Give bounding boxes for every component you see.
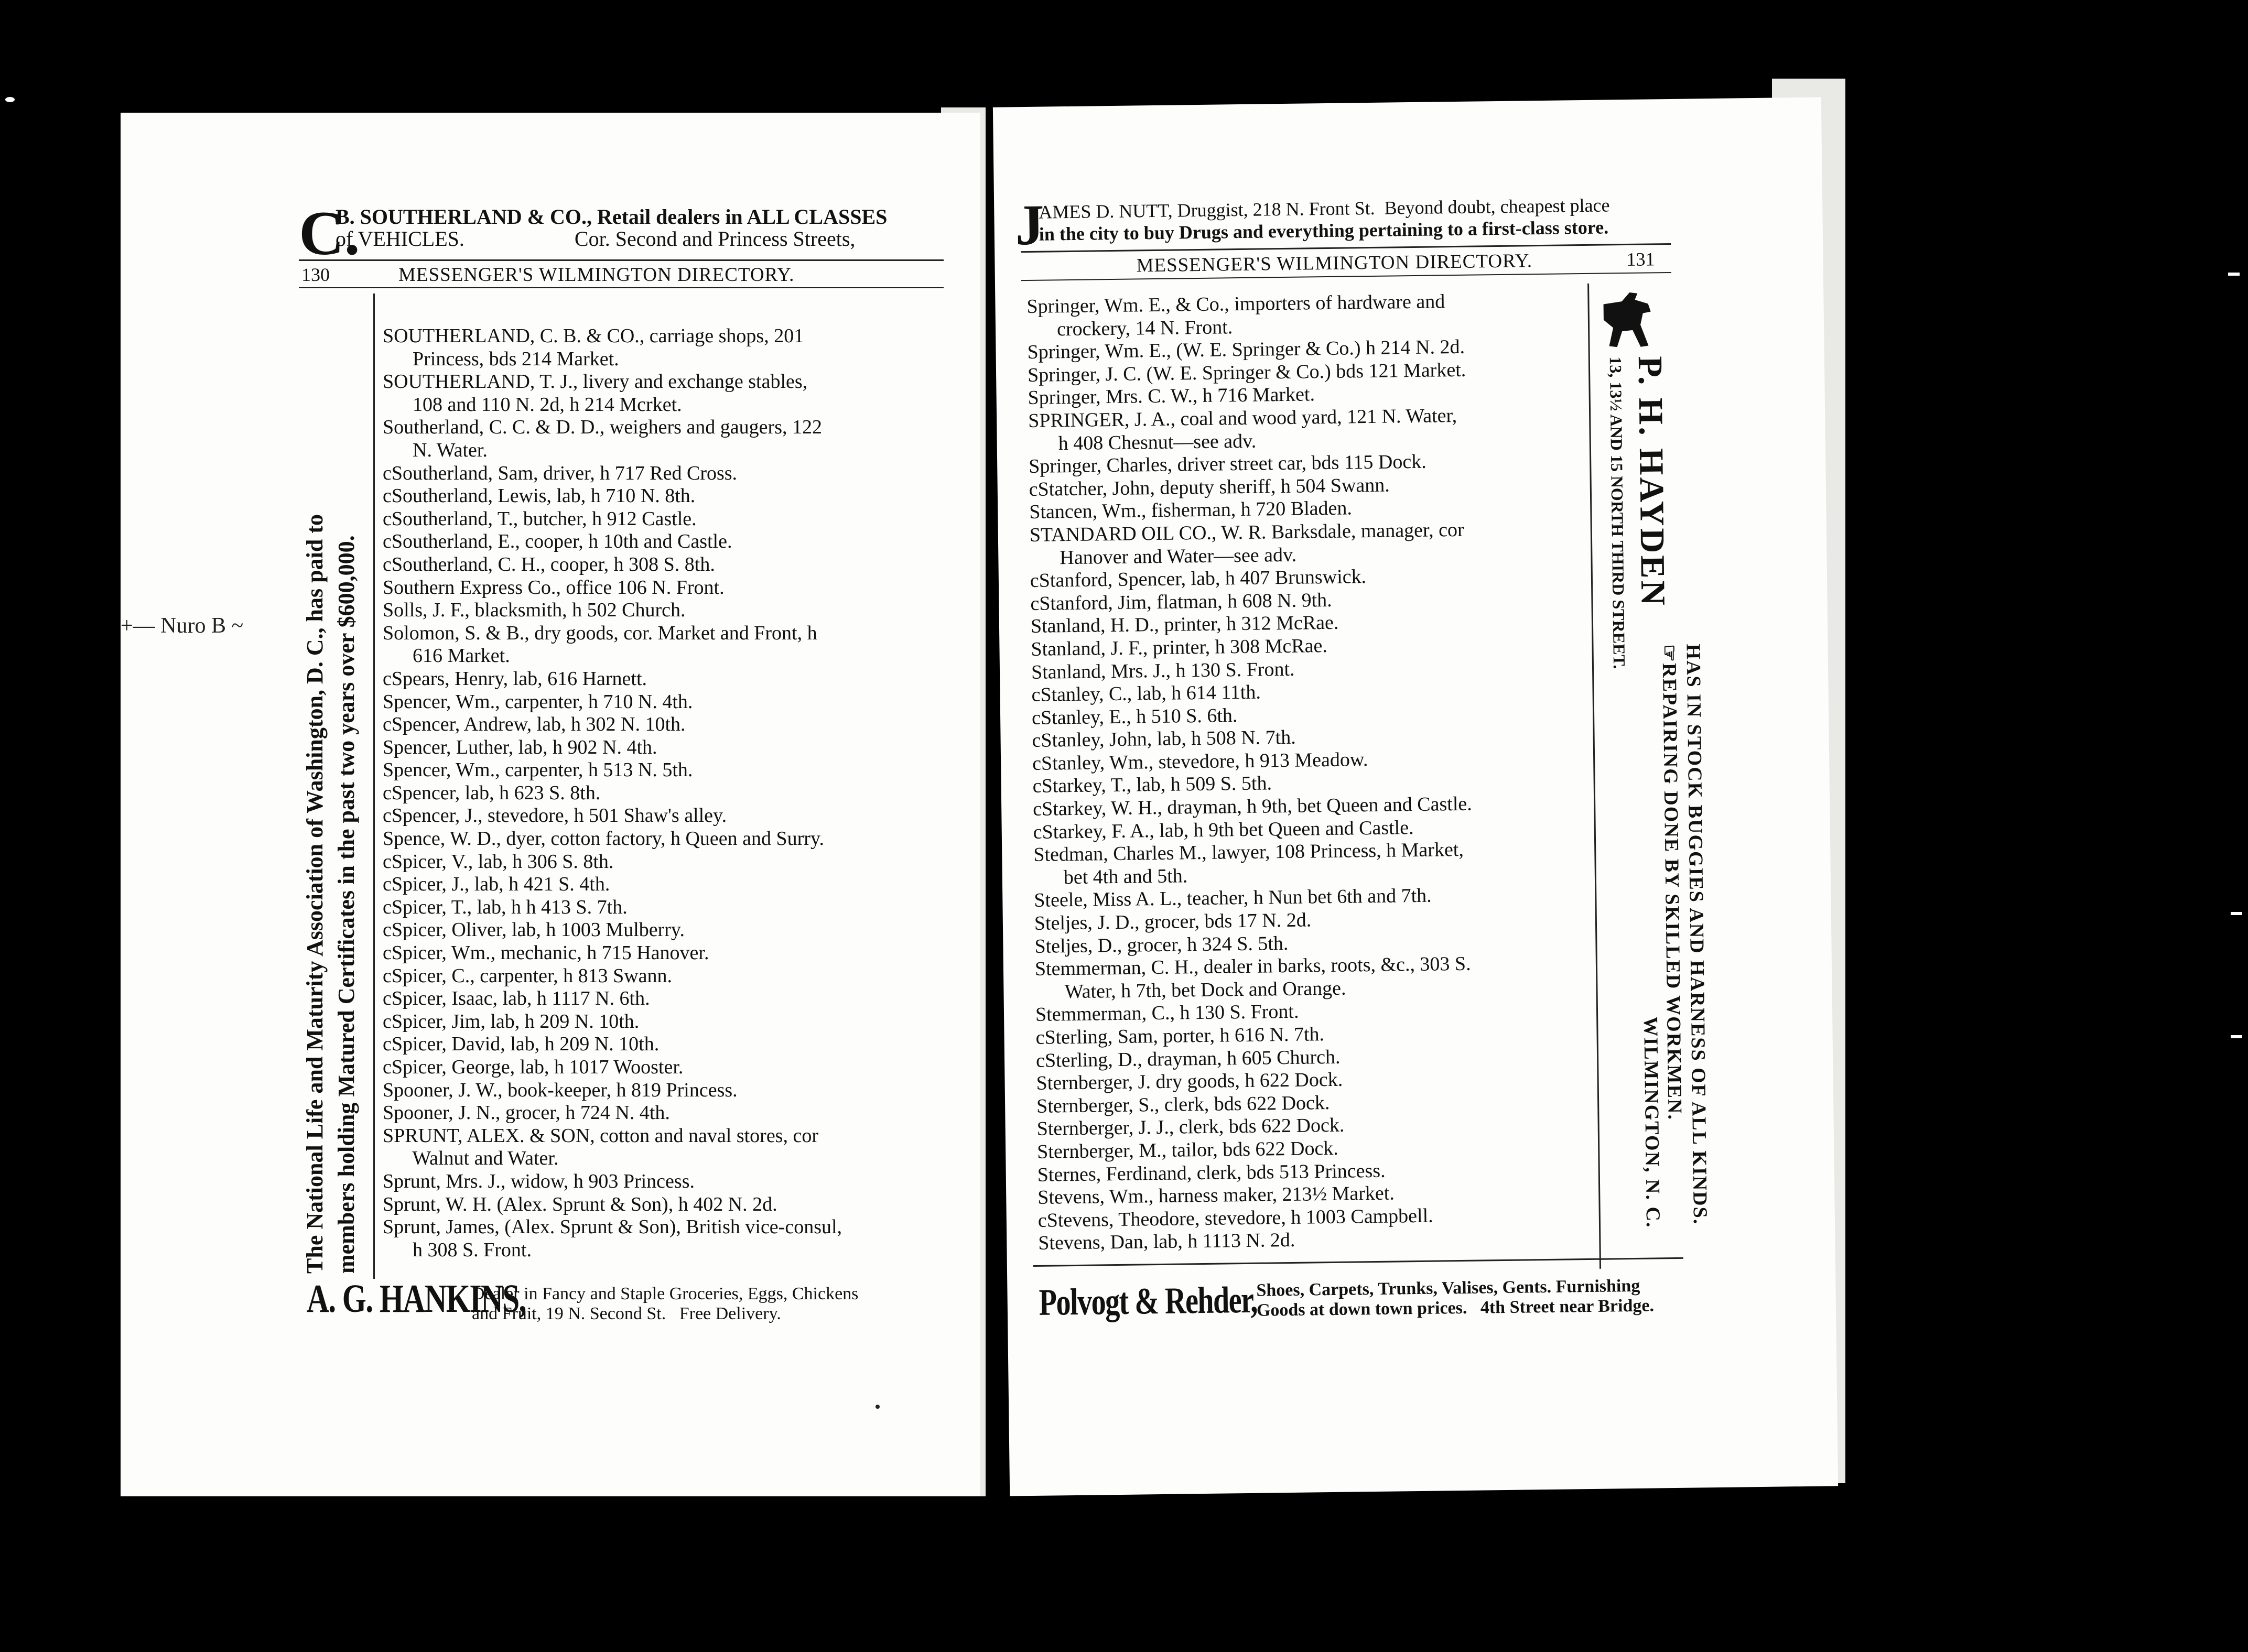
left-entry: Solls, J. F., blacksmith, h 502 Church. [383,599,686,622]
right-side-ad-city: WILMINGTON, N. C. [1639,1016,1665,1229]
right-entry: cStarkey, T., lab, h 509 S. 5th. [1032,772,1272,798]
left-entry: cSoutherland, C. H., cooper, h 308 S. 8th. [383,553,715,575]
left-entry: cSpicer, George, lab, h 1017 Wooster. [383,1056,684,1078]
right-entry: Stevens, Dan, lab, h 1113 N. 2d. [1038,1229,1295,1255]
left-entry: Spencer, Luther, lab, h 902 N. 4th. [383,736,657,758]
horse-icon [1598,288,1656,351]
right-entry: Stemmerman, C. H., dealer in barks, roots, &c., 303 S. [1034,952,1471,981]
left-entry: Walnut and Water. [383,1147,559,1170]
scan-speck [2228,273,2240,276]
right-entry: h 408 Chesnut—see adv. [1028,430,1257,455]
right-footer-rule [1033,1257,1683,1267]
left-entry: Princess, bds 214 Market. [383,347,619,370]
left-entry: cSoutherland, Sam, driver, h 717 Red Cross. [383,462,738,484]
right-entry: cStatcher, John, deputy sheriff, h 504 Swann. [1029,474,1390,501]
right-entry: Sternberger, J. dry goods, h 622 Dock. [1036,1068,1343,1095]
right-entry: SPRINGER, J. A., coal and wood yard, 121 N. Water, [1028,404,1457,432]
right-entry: Stanland, J. F., printer, h 308 McRae. [1031,634,1328,660]
right-entry: cStevens, Theodore, stevedore, h 1003 Campbell. [1037,1204,1433,1232]
left-entry: cSpears, Henry, lab, 616 Harnett. [383,667,647,690]
left-entry: Spencer, Wm., carpenter, h 513 N. 5th. [383,759,693,781]
right-entry: Springer, Wm. E., (W. E. Springer & Co.) h 214 N. 2d. [1027,335,1465,364]
right-entry: Stevens, Wm., harness maker, 213½ Market. [1037,1182,1395,1209]
right-entry: Springer, Wm. E., & Co., importers of hardware and [1026,290,1445,318]
right-entry: Steljes, J. D., grocer, bds 17 N. 2d. [1034,909,1312,934]
left-entry: cSpicer, Jim, lab, h 209 N. 10th. [383,1010,640,1032]
left-entry: Spooner, J. W., book-keeper, h 819 Princess. [383,1079,738,1101]
right-side-ad-line2: ☞REPAIRING DONE BY SKILLED WORKMEN. [1658,644,1686,1121]
left-entry: cSpencer, lab, h 623 S. 8th. [383,781,601,804]
left-page-number: 130 [301,264,330,285]
left-entry: cSpicer, V., lab, h 306 S. 8th. [383,850,614,873]
right-directory-list [1026,290,1477,1255]
right-side-ad-line1: HAS IN STOCK BUGGIES AND HARNESS OF ALL KINDS. [1682,644,1712,1225]
left-entry: Spencer, Wm., carpenter, h 710 N. 4th. [383,690,693,713]
right-header-line2: in the city to buy Drugs and everything pertaining to a first-class store. [1039,216,1609,245]
right-entry: Springer, Charles, driver street car, bds 115 Dock. [1028,450,1426,478]
right-entry: Springer, Mrs. C. W., h 716 Market. [1028,383,1315,409]
right-header-rule [1021,243,1671,253]
scan-speck [2231,1035,2242,1038]
left-entry: cSpicer, Oliver, lab, h 1003 Mulberry. [383,919,685,941]
right-running-title: MESSENGER'S WILMINGTON DIRECTORY. [1136,250,1533,277]
right-side-ad-name: P. H. HAYDEN [1630,356,1672,608]
left-side-ad-line1: The National Life and Maturity Association of Washington, D. C., has paid to [302,514,328,1274]
left-entry: cSpicer, C., carpenter, h 813 Swann. [383,964,673,987]
right-footer-name: Polvogt & Rehder, [1039,1278,1258,1323]
right-entry: Stanland, Mrs. J., h 130 S. Front. [1031,658,1295,683]
left-entry: N. Water. [383,439,488,461]
right-entry: cStanley, John, lab, h 508 N. 7th. [1032,726,1296,752]
right-page-number: 131 [1626,248,1655,270]
left-entry: Southerland, C. C. & D. D., weighers and gaugers, 122 [383,416,822,439]
right-entry: cStanford, Spencer, lab, h 407 Brunswick. [1030,566,1367,592]
right-entry: Steljes, D., grocer, h 324 S. 5th. [1034,932,1289,958]
left-entry: cSoutherland, E., cooper, h 10th and Castle. [383,530,732,553]
left-entry: SPRUNT, ALEX. & SON, cotton and naval stores, cor [383,1124,818,1147]
scan-speck [2231,912,2242,915]
left-entry: cSoutherland, T., butcher, h 912 Castle. [383,507,697,530]
left-header-line2: of VEHICLES. Cor. Second and Princess Streets, [336,227,856,251]
right-entry: Water, h 7th, bet Dock and Orange. [1035,977,1346,1003]
right-entry: STANDARD OIL CO., W. R. Barksdale, manager, cor [1029,518,1464,546]
left-footer-text: Dealer in Fancy and Staple Groceries, Eggs, Chickens and Fruit, 19 N. Second St. Free Delivery. [472,1284,859,1323]
left-entry: Southern Express Co., office 106 N. Front. [383,576,725,599]
left-entry: cSpicer, David, lab, h 209 N. 10th. [383,1033,660,1056]
right-entry: cSterling, D., drayman, h 605 Church. [1035,1046,1341,1072]
right-side-ad-address: 13, 13½ AND 15 NORTH THIRD STREET. [1606,356,1629,669]
left-entry: SOUTHERLAND, C. B. & CO., carriage shops, 201 [383,325,804,347]
right-entry: Sternes, Ferdinand, clerk, bds 513 Princess. [1037,1159,1386,1186]
right-entry: bet 4th and 5th. [1033,865,1188,889]
left-entry: 616 Market. [383,645,510,667]
left-entry: Spooner, J. N., grocer, h 724 N. 4th. [383,1102,670,1124]
left-entry: Sprunt, W. H. (Alex. Sprunt & Son), h 402 N. 2d. [383,1193,777,1215]
left-page [121,113,980,1496]
left-entry: 108 and 110 N. 2d, h 214 Mcrket. [383,393,682,416]
right-page [993,97,1838,1496]
right-header-line1: AMES D. NUTT, Druggist, 218 N. Front St. Beyond doubt, cheapest place [1039,194,1610,223]
left-entry: cSpicer, Isaac, lab, h 1117 N. 6th. [383,987,650,1010]
left-running-title: MESSENGER'S WILMINGTON DIRECTORY. [398,264,795,286]
left-header-rule [299,259,944,261]
left-entry: cSpicer, T., lab, h h 413 S. 7th. [383,896,628,918]
right-entry: cStarkey, W. H., drayman, h 9th, bet Queen and Castle. [1032,792,1472,820]
left-column-rule [373,294,375,1279]
right-entry: cStanley, Wm., stevedore, h 913 Meadow. [1032,748,1368,775]
right-entry: cStanford, Jim, flatman, h 608 N. 9th. [1030,589,1332,615]
right-entry: Springer, J. C. (W. E. Springer & Co.) bds 121 Market. [1027,358,1466,386]
right-entry: Stemmerman, C., h 130 S. Front. [1035,1001,1299,1026]
right-entry: Sternberger, S., clerk, bds 622 Dock. [1036,1091,1330,1117]
right-entry: Stancen, Wm., fisherman, h 720 Bladen. [1029,497,1353,524]
left-entry: cSpicer, J., lab, h 421 S. 4th. [383,873,610,896]
left-entry: h 308 S. Front. [383,1238,532,1261]
left-entry: cSoutherland, Lewis, lab, h 710 N. 8th. [383,485,696,507]
right-entry: Stedman, Charles M., lawyer, 108 Princess, h Market, [1033,839,1464,866]
left-directory-list [383,325,842,1262]
right-footer-text: Shoes, Carpets, Trunks, Valises, Gents. Furnishing Goods at down town prices. 4th Street near Bridge. [1256,1276,1655,1320]
left-margin-note: +— Nuro B ~ [121,614,244,638]
left-footer-name: A. G. HANKINS, [307,1277,526,1321]
right-entry: cSterling, Sam, porter, h 616 N. 7th. [1035,1023,1325,1049]
right-entry: Steele, Miss A. L., teacher, h Nun bet 6th and 7th. [1034,885,1432,912]
right-entry: cStanley, C., lab, h 614 11th. [1031,681,1261,707]
left-page-speck [876,1405,880,1409]
right-entry: Hanover and Water—see adv. [1030,544,1297,569]
right-entry: Sternberger, J. J., clerk, bds 622 Dock. [1036,1114,1345,1140]
left-title-rule [299,287,944,288]
scan-speck [5,97,15,102]
right-entry: cStarkey, F. A., lab, h 9th bet Queen and Castle. [1033,816,1414,843]
left-entry: cSpencer, Andrew, lab, h 302 N. 10th. [383,713,686,736]
left-header-initial: C. [299,198,360,268]
right-entry: crockery, 14 N. Front. [1026,316,1233,341]
left-side-ad-line2: members holding Matured Certificates in the past two years over $600,000. [333,535,359,1274]
right-entry: Stanland, H. D., printer, h 312 McRae. [1030,612,1339,638]
left-entry: cSpicer, Wm., mechanic, h 715 Hanover. [383,942,709,964]
left-entry: Sprunt, James, (Alex. Sprunt & Son), British vice-consul, [383,1216,842,1238]
left-header-line1: B. SOUTHERLAND & CO., Retail dealers in ALL CLASSES [336,205,888,229]
right-header-initial: J [1014,192,1045,257]
left-entry: Sprunt, Mrs. J., widow, h 903 Princess. [383,1170,695,1192]
right-entry: Sternberger, M., tailor, bds 622 Dock. [1036,1137,1339,1163]
left-entry: cSpencer, J., stevedore, h 501 Shaw's alley. [383,805,727,827]
right-column-rule [1587,284,1601,1269]
left-entry: SOUTHERLAND, T. J., livery and exchange stables, [383,371,808,393]
left-entry: Solomon, S. & B., dry goods, cor. Market and Front, h [383,622,817,644]
right-entry: cStanley, E., h 510 S. 6th. [1031,704,1238,729]
left-entry: Spence, W. D., dyer, cotton factory, h Queen and Surry. [383,828,824,850]
